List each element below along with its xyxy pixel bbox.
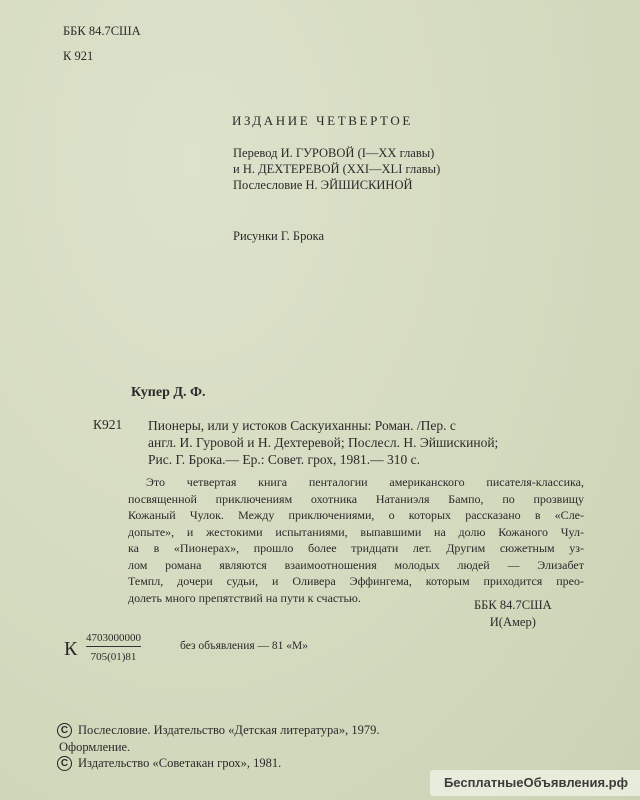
bbk-bottom-line1: ББК 84.7США: [474, 598, 552, 612]
credits-block: [233, 145, 440, 193]
annotation-line: лом романа являются взаимоотношения молодых людей — Элизабет: [128, 557, 584, 572]
annotation-line: Темпл, дочери судьи, и Оливера Эффингема, которым приходится прео-: [128, 574, 584, 588]
credit-line: Перевод И. ГУРОВОЙ (I—XX главы): [233, 146, 435, 160]
annotation-line: ка в «Пионерах», прошло более тридцати лет. Другим сюжетным уз-: [128, 541, 584, 555]
copyright-line: Послесловие. Издательство «Детская литература», 1979.: [78, 723, 380, 737]
index-numerator: 4703000000: [86, 632, 141, 647]
bbk-code-top: ББК 84.7США: [63, 24, 141, 38]
copyright-icon: C: [57, 723, 72, 738]
copyright-block: [57, 722, 379, 772]
catalog-entry: [148, 417, 608, 468]
index-letter: К: [64, 638, 78, 660]
k-code-top: К 921: [63, 49, 94, 63]
annotation-line: посвященной приключениям охотника Натаниэля Бампо, по прозвищу: [128, 491, 584, 506]
copyright-icon: C: [57, 756, 72, 771]
index-note: без объявления — 81 «М»: [180, 640, 308, 652]
index-denominator: 705(01)81: [90, 651, 137, 663]
catalog-entry-line: англ. И. Гуровой и Н. Дехтеревой; Послесл. Н. Эйшискиной;: [148, 435, 499, 450]
annotation-line: Кожаный Чулок. Между приключениями, о которых рассказано в «Сле-: [128, 508, 584, 522]
bbk-code-bottom: [474, 597, 552, 631]
annotation: [128, 474, 584, 606]
catalog-author: Купер Д. Ф.: [131, 385, 206, 400]
catalog-entry-line: Пионеры, или у истоков Саскуиханны: Роман. /Пер. с: [148, 418, 456, 433]
bbk-bottom-line2: И(Амер): [489, 615, 536, 629]
illustrations-credit: Рисунки Г. Брока: [233, 229, 325, 243]
annotation-line: допыте», и жестокими испытаниями, выпавшими на долю Кожаного Чул-: [128, 524, 584, 539]
catalog-entry-line: Рис. Г. Брока.— Ер.: Совет. грох, 1981.— 310 с.: [148, 452, 420, 467]
watermark: БесплатныеОбъявления.рф: [430, 770, 640, 796]
copyright-line: Оформление.: [59, 739, 131, 754]
index-fraction: [86, 632, 141, 663]
catalog-code: К921: [93, 417, 123, 432]
copyright-line: Издательство «Советакан грох», 1981.: [78, 756, 282, 770]
annotation-line: долеть много препятствий на пути к счастью.: [128, 590, 361, 605]
annotation-line: Это четвертая книга пенталогии американского писателя-классика,: [146, 475, 584, 489]
credit-line: и Н. ДЕХТЕРЕВОЙ (XXI—XLI главы): [233, 162, 441, 176]
edition-title: ИЗДАНИЕ ЧЕТВЕРТОЕ: [232, 113, 413, 128]
credit-line: Послесловие Н. ЭЙШИСКИНОЙ: [233, 178, 413, 192]
